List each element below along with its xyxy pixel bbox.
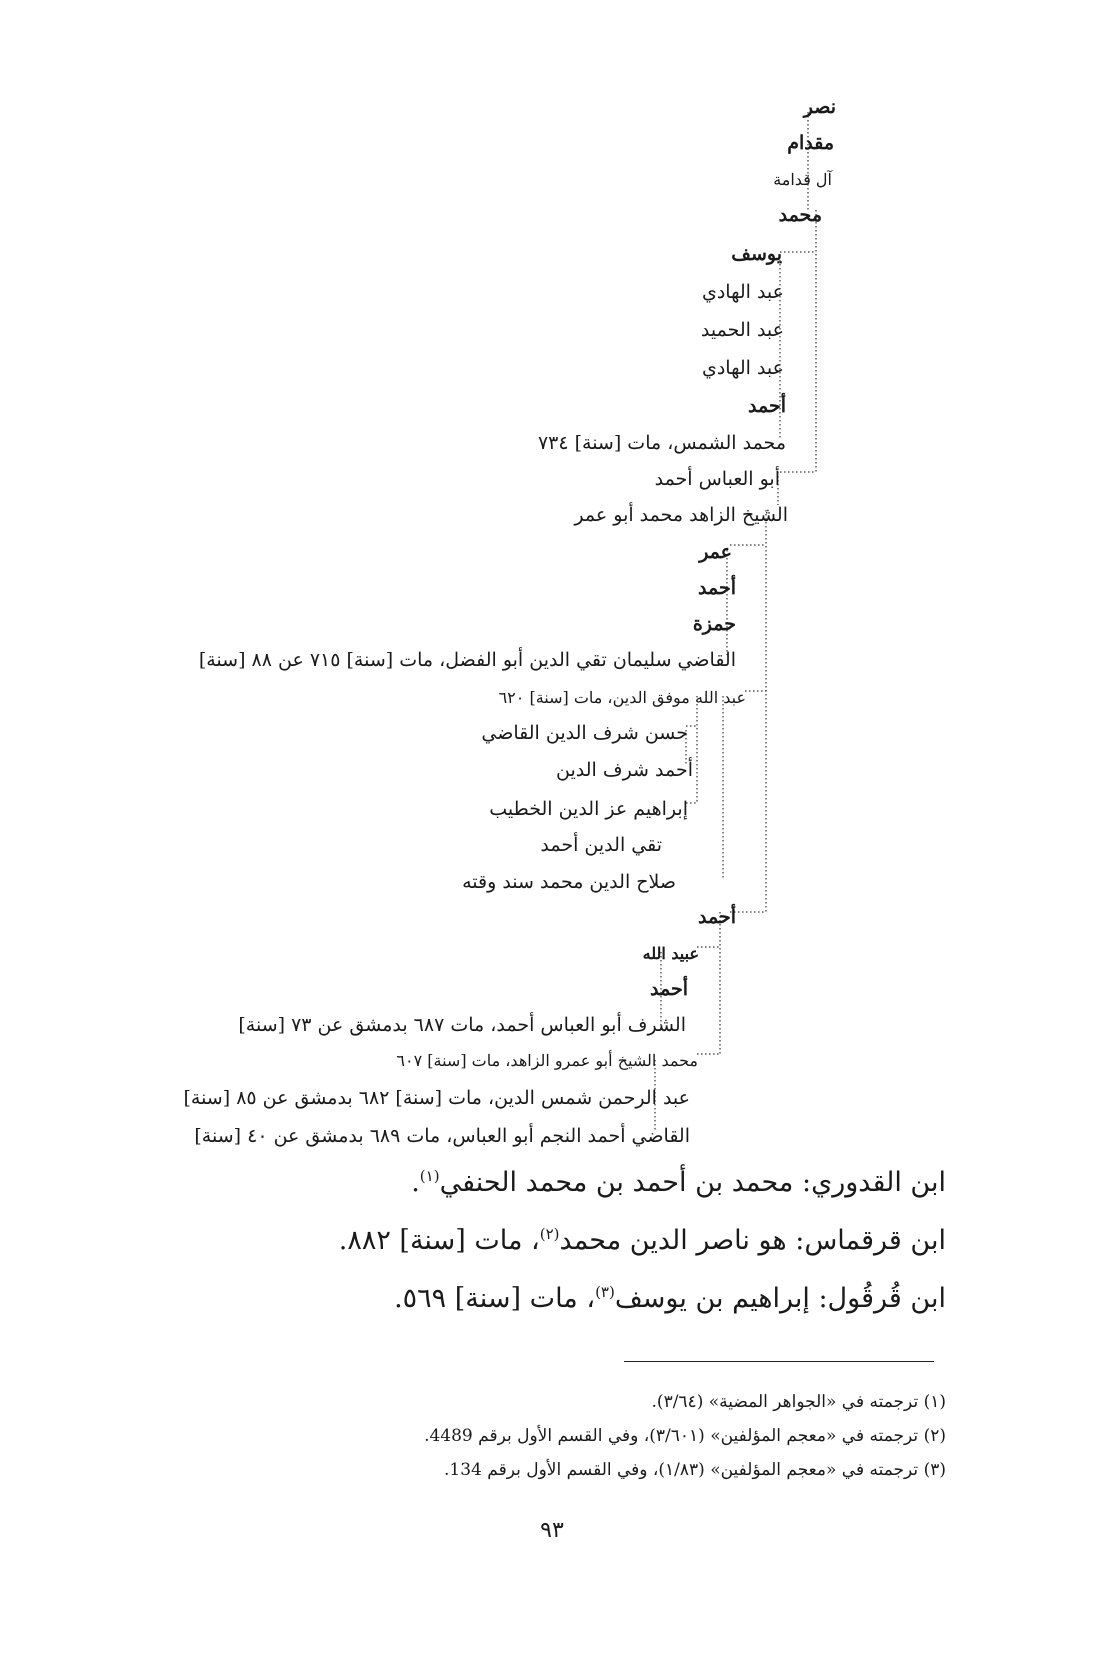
tree-node: الشرف أبو العباس أحمد، مات ٦٨٧ بدمشق عن ٧٣ [سنة] bbox=[238, 1014, 686, 1036]
footnote-2: (٢) ترجمته في «معجم المؤلفين» (٣/٦٠١)، وفي القسم الأول برقم 4489. bbox=[424, 1426, 946, 1446]
tree-node: محمد الشمس، مات [سنة] ٧٣٤ bbox=[537, 432, 786, 454]
tree-node: آل قدامة bbox=[773, 170, 832, 189]
entry-ibn-qurqul bbox=[394, 1282, 946, 1316]
tree-node: تقي الدين أحمد bbox=[540, 834, 662, 856]
footnote-3: (٣) ترجمته في «معجم المؤلفين» (١/٨٣)، وفي القسم الأول برقم 134. bbox=[444, 1460, 946, 1480]
page-number: ٩٣ bbox=[540, 1518, 564, 1543]
tree-node: عبد الهادي bbox=[701, 357, 784, 379]
entry-ibn-al-quduri bbox=[411, 1166, 946, 1200]
tree-node: عبد الرحمن شمس الدين، مات [سنة] ٦٨٢ بدمشق عن ٨٥ [سنة] bbox=[183, 1087, 690, 1109]
entry-text: ، مات [سنة] ٨٨٢. bbox=[338, 1225, 540, 1256]
tree-node: أحمد شرف الدين bbox=[556, 759, 693, 781]
footnote-ref: (١) bbox=[419, 1167, 440, 1185]
tree-node: أبو العباس أحمد bbox=[654, 468, 780, 490]
footnote-ref: (٣) bbox=[595, 1283, 615, 1301]
footnote-separator bbox=[624, 1361, 934, 1362]
tree-node: عبد الله موفق الدين، مات [سنة] ٦٢٠ bbox=[498, 688, 746, 707]
entry-text: ابن القدوري: محمد بن أحمد بن محمد الحنفي bbox=[439, 1167, 946, 1198]
tree-node: إبراهيم عز الدين الخطيب bbox=[489, 798, 688, 820]
tree-node: حسن شرف الدين القاضي bbox=[481, 722, 688, 744]
tree-node: صلاح الدين محمد سند وقته bbox=[462, 871, 676, 893]
tree-node: محمد bbox=[778, 204, 822, 226]
entry-text: ابن قُرقُول: إبراهيم بن يوسف bbox=[614, 1283, 946, 1314]
tree-node: أحمد bbox=[748, 395, 786, 417]
tree-node: أحمد bbox=[698, 577, 736, 599]
tree-node: الشيخ الزاهد محمد أبو عمر bbox=[574, 504, 788, 526]
tree-node: حمزة bbox=[692, 613, 736, 635]
tree-node: عمر bbox=[699, 541, 732, 563]
footnote-1: (١) ترجمته في «الجواهر المضية» (٣/٦٤). bbox=[651, 1392, 946, 1412]
tree-node: أحمد bbox=[650, 978, 688, 1000]
tree-node: مقدام bbox=[787, 132, 834, 154]
tree-node: عبد الهادي bbox=[701, 281, 784, 303]
tree-node: القاضي أحمد النجم أبو العباس، مات ٦٨٩ بدمشق عن ٤٠ [سنة] bbox=[194, 1125, 690, 1147]
entry-text: . bbox=[411, 1167, 420, 1198]
tree-node: عبد الحميد bbox=[700, 319, 784, 341]
tree-node: أحمد bbox=[698, 906, 736, 928]
tree-node: محمد الشيخ أبو عمرو الزاهد، مات [سنة] ٦٠٧ bbox=[396, 1051, 698, 1070]
tree-node: القاضي سليمان تقي الدين أبو الفضل، مات [سنة] ٧١٥ عن ٨٨ [سنة] bbox=[198, 649, 736, 671]
entry-text: ، مات [سنة] ٥٦٩. bbox=[394, 1283, 596, 1314]
footnote-ref: (٢) bbox=[539, 1225, 560, 1243]
tree-node: عبيد الله bbox=[642, 944, 699, 963]
tree-node: يوسف bbox=[731, 243, 782, 265]
tree-node: نصر bbox=[803, 96, 836, 118]
entry-text: ابن قرقماس: هو ناصر الدين محمد bbox=[559, 1225, 946, 1256]
entry-ibn-qurqumas bbox=[339, 1224, 946, 1258]
